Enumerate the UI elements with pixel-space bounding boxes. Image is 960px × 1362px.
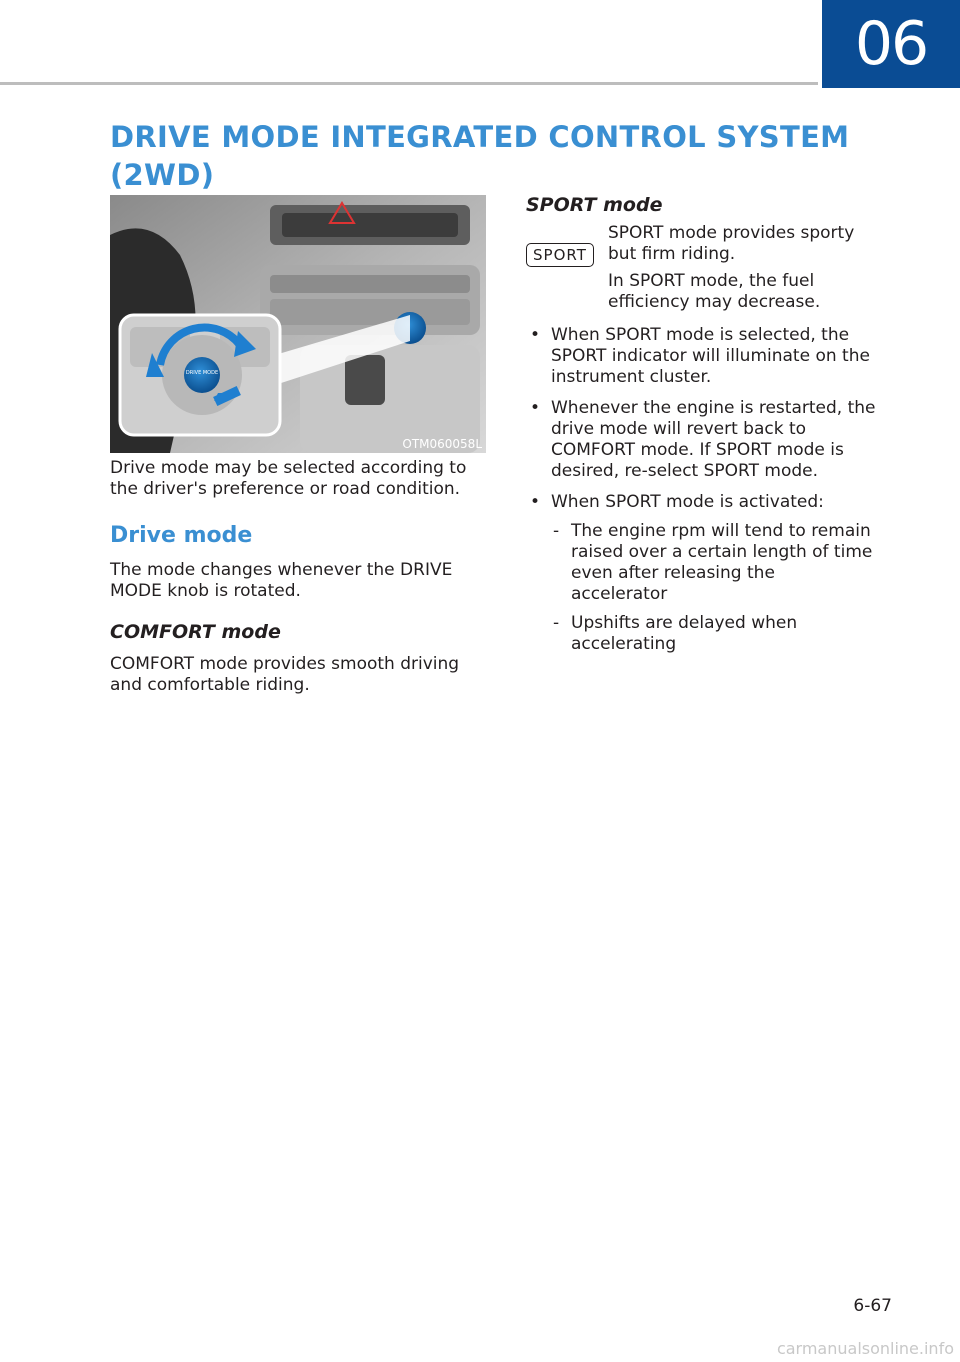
list-item [526,492,876,655]
drive-mode-photo [110,195,486,453]
section-title-line1: DRIVE MODE INTEGRATED CONTROL SYSTEM (2WD) [110,120,850,192]
sport-mode-heading: SPORT mode [526,194,663,216]
sport-sub-list [551,521,876,655]
sport-bullet-list [526,325,876,655]
right-column [526,193,876,665]
page-number: 6-67 [853,1296,892,1316]
list-item: • Whenever the engine is restarted, the drive mode will revert back to COMFORT mode. If SPORT mode is desired, re-select SPORT mode. [526,398,876,482]
knob-label: DRIVE MODE [185,370,219,376]
watermark: carmanualsonline.info [776,1339,954,1358]
sub-list-item: - Upshifts are delayed when accelerating [551,613,876,655]
drive-mode-heading: Drive mode [110,523,253,548]
sport-paragraph-1: SPORT mode provides sporty but firm riding. [608,223,855,264]
sub-list-item: - The engine rpm will tend to remain raised over a certain length of time even after releasing the accelerator [551,521,876,605]
figure-caption: Drive mode may be selected according to the driver's preference or road condition. [110,458,467,499]
list-item: • When SPORT mode is selected, the SPORT indicator will illuminate on the instrument cluster. [526,325,876,388]
comfort-mode-heading: COMFORT mode [110,621,281,643]
comfort-mode-text: COMFORT mode provides smooth driving and comfortable riding. [110,654,460,695]
chapter-tab: 06 [822,0,960,88]
figure-code: OTM060058L [402,437,482,451]
sport-button-icon: SPORT [526,243,594,267]
left-column [110,458,490,696]
drive-mode-text: The mode changes whenever the DRIVE MODE knob is rotated. [110,560,453,601]
header-rule [0,82,818,85]
list-item-text: When SPORT mode is activated: [551,492,824,512]
sport-description [526,223,876,319]
sport-paragraph-2: In SPORT mode, the fuel efficiency may decrease. [608,271,821,312]
dashboard-illustration [110,195,486,453]
